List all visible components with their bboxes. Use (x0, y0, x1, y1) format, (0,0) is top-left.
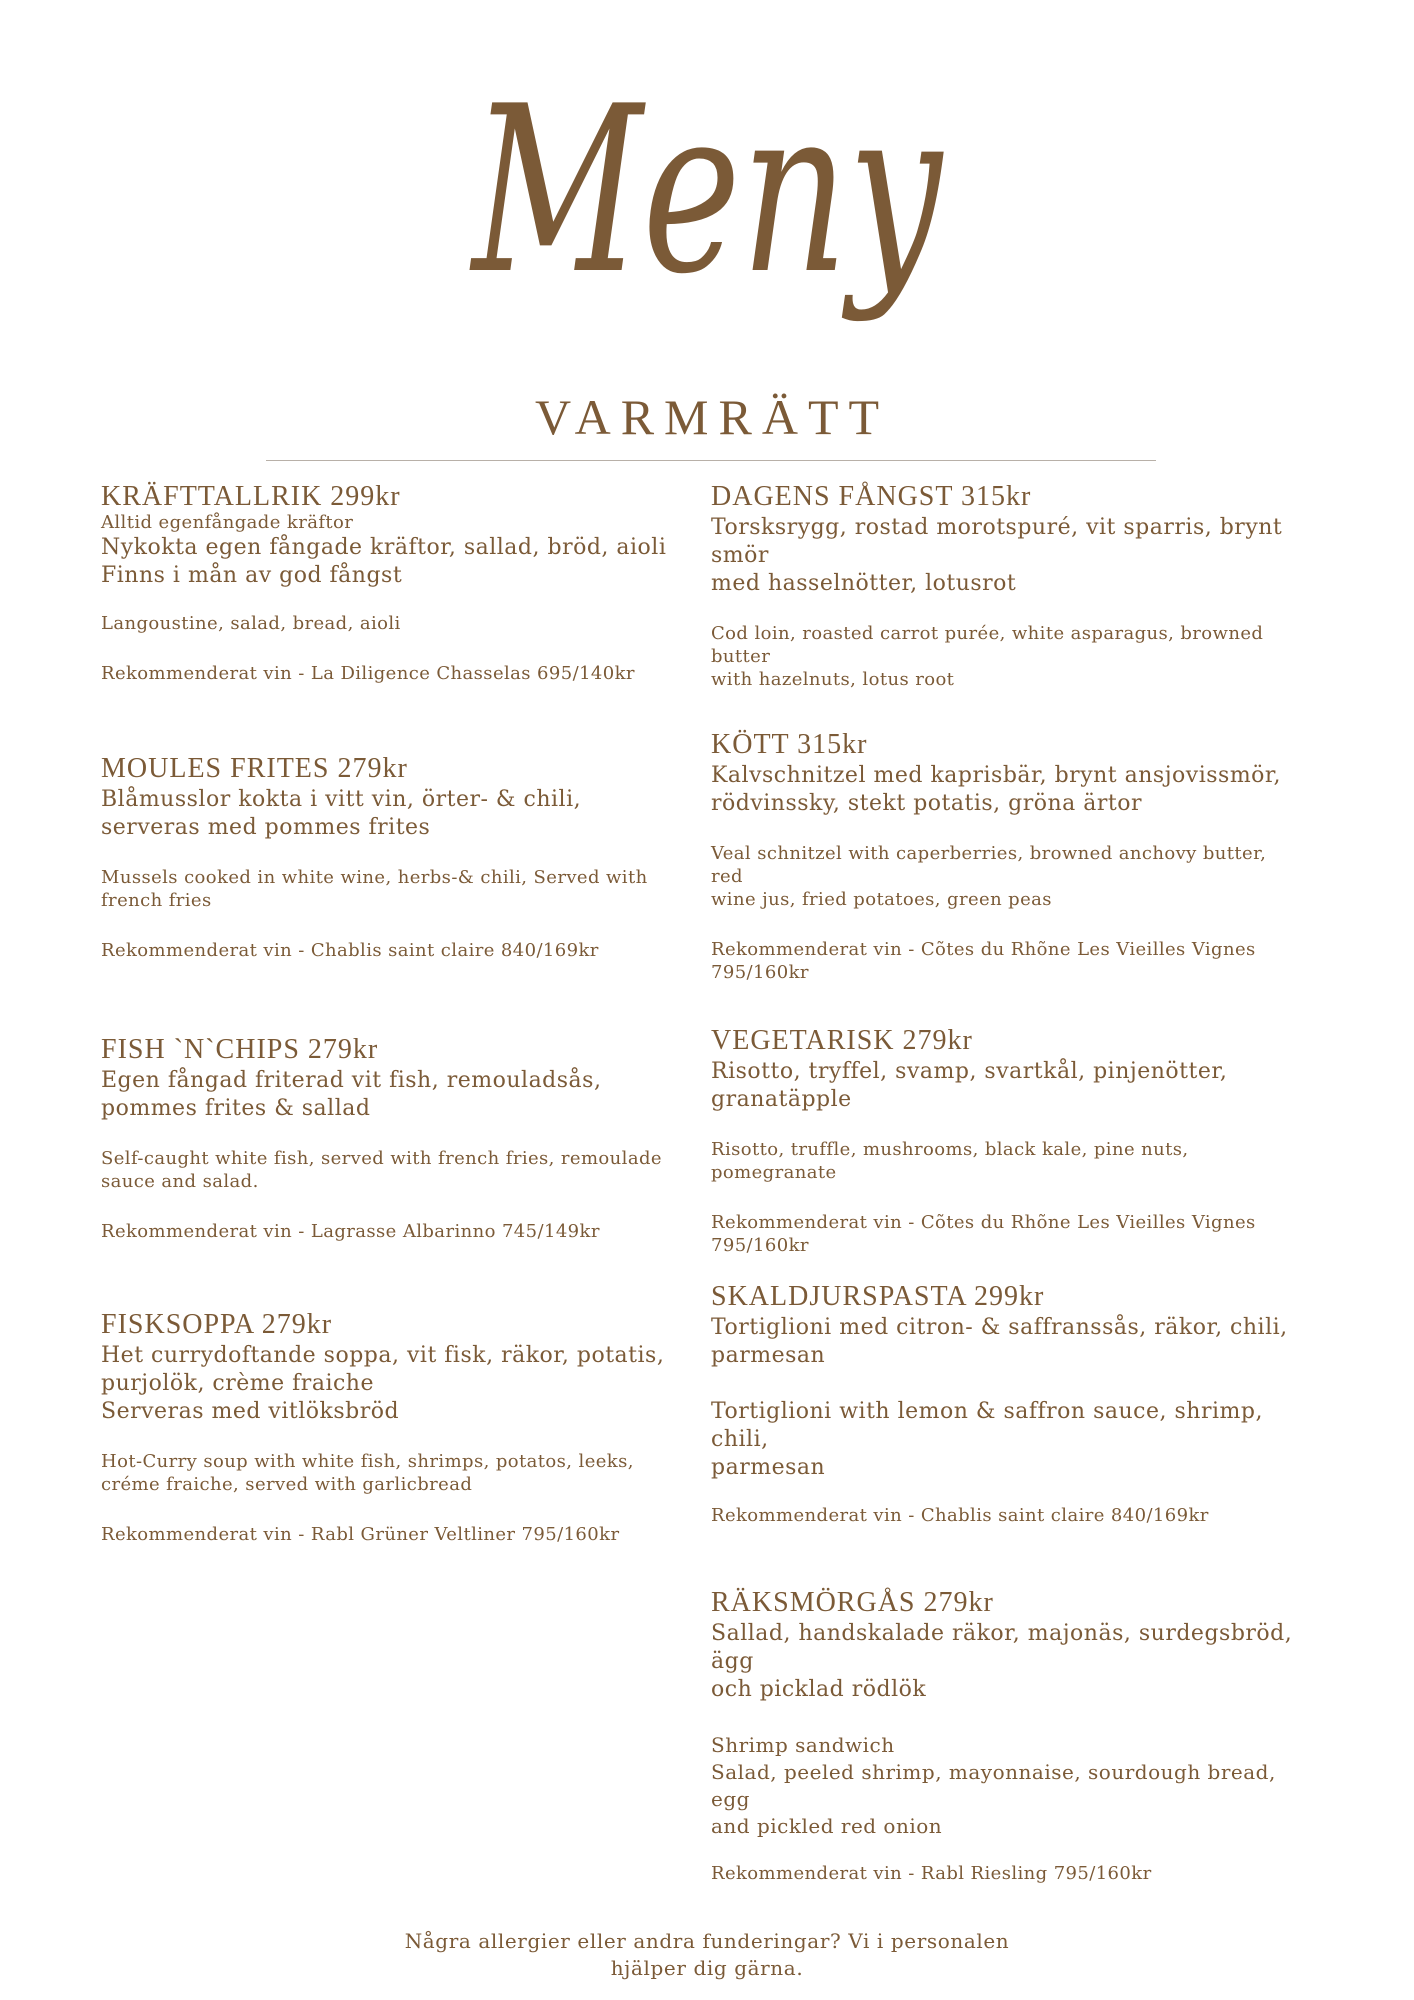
dish-description-sv: pommes frites & sallad (101, 1096, 371, 1121)
dish-description-sv: Kalvschnitzel med kaprisbär, brynt ansjovissmör, (711, 763, 1282, 788)
wine-recommendation: Rekommenderat vin - Rabl Riesling 795/160kr (711, 1863, 1152, 1884)
dish-description-en: Salad, peeled shrimp, mayonnaise, sourdough bread, egg (711, 1760, 1276, 1811)
footer-note (0, 1928, 1414, 1982)
dish-description-sv: Het currydoftande soppa, vit fisk, räkor, potatis, (101, 1343, 665, 1368)
wine-recommendation: Rekommenderat vin - Chablis saint claire 840/169kr (101, 940, 599, 961)
dish-description-en: Mussels cooked in white wine, herbs-& chili, Served with (101, 867, 648, 888)
dish-fisksoppa (101, 1308, 691, 1546)
wine-recommendation: Rekommenderat vin - La Diligence Chasselas 695/140kr (101, 663, 635, 684)
dish-description-en: Shrimp sandwich (711, 1733, 895, 1757)
wine-recommendation: Rekommenderat vin - Cõtes du Rhõne Les Vieilles Vignes (711, 939, 1256, 960)
dish-description-en: sauce and salad. (101, 1171, 259, 1192)
dish-fish-n-chips (101, 1033, 691, 1243)
dish-description-sv: Blåmusslor kokta i vitt vin, örter- & chili, (101, 787, 582, 812)
dish-description-sv: Risotto, tryffel, svamp, svartkål, pinjenötter, (711, 1059, 1228, 1084)
dish-title: FISH `N`CHIPS 279kr (101, 1034, 379, 1065)
wine-recommendation: Rekommenderat vin - Chablis saint claire 840/169kr (711, 1505, 1209, 1526)
dish-subtitle: Alltid egenfångade kräftor (101, 512, 354, 533)
dish-description-en: parmesan (711, 1455, 826, 1480)
dish-description-en: Langoustine, salad, bread, aioli (101, 613, 401, 634)
dish-description-sv: Egen fångad friterad vit fish, remouladsås, (101, 1068, 602, 1093)
dish-description-sv: parmesan (711, 1343, 826, 1368)
dish-description-en: Self-caught white fish, served with french fries, remoulade (101, 1148, 662, 1169)
dish-title: KÖTT 315kr (711, 729, 868, 760)
dish-description-sv: purjolök, crème fraiche (101, 1371, 374, 1396)
dish-moules-frites (101, 752, 691, 962)
dish-description-sv: rödvinssky, stekt potatis, gröna ärtor (711, 791, 1142, 816)
dish-skaldjurspasta (711, 1280, 1301, 1527)
dish-description-sv: Serveras med vitlöksbröd (101, 1399, 400, 1424)
dish-description-sv: och picklad rödlök (711, 1677, 927, 1702)
wine-recommendation: 795/160kr (711, 962, 809, 983)
dish-title: FISKSOPPA 279kr (101, 1309, 333, 1340)
dish-description-en: Veal schnitzel with caperberries, browned anchovy butter, red (711, 843, 1267, 887)
dish-description-sv: serveras med pommes frites (101, 815, 431, 840)
dish-description-sv: Sallad, handskalade räkor, majonäs, surdegsbröd, ägg (711, 1621, 1293, 1674)
dish-description-sv: Tortiglioni med citron- & saffranssås, räkor, chili, (711, 1315, 1288, 1340)
wine-recommendation: 795/160kr (711, 1235, 809, 1256)
dish-title: VEGETARISK 279kr (711, 1025, 973, 1056)
dish-description-en: wine jus, fried potatoes, green peas (711, 889, 1052, 910)
dish-title: DAGENS FÅNGST 315kr (711, 481, 1032, 512)
dish-description-en: Risotto, truffle, mushrooms, black kale, pine nuts, pomegranate (711, 1139, 1189, 1183)
dish-description-en: créme fraiche, served with garlicbread (101, 1474, 473, 1495)
footer-line: Några allergier eller andra funderingar? Vi i personalen (404, 1929, 1010, 1953)
dish-title: RÄKSMÖRGÅS 279kr (711, 1587, 994, 1618)
right-column (711, 0, 1301, 2000)
dish-description-en: french fries (101, 890, 212, 911)
menu-script-title-text: Meny (469, 58, 945, 325)
dish-description-en: with hazelnuts, lotus root (711, 669, 955, 690)
wine-recommendation: Rekommenderat vin - Lagrasse Albarinno 745/149kr (101, 1221, 600, 1242)
dish-description-sv: Finns i mån av god fångst (101, 563, 403, 588)
dish-title: MOULES FRITES 279kr (101, 753, 408, 784)
section-title: VARMRÄTT (534, 389, 890, 445)
wine-recommendation: Rekommenderat vin - Cõtes du Rhõne Les Vieilles Vignes (711, 1212, 1256, 1233)
dish-krafttallrik (101, 480, 691, 685)
dish-description-en: Hot-Curry soup with white fish, shrimps, potatos, leeks, (101, 1451, 634, 1472)
dish-vegetarisk (711, 1024, 1301, 1257)
dish-kott (711, 728, 1301, 984)
dish-description-sv: med hasselnötter, lotusrot (711, 571, 1017, 596)
dish-dagens-fangst (711, 480, 1301, 691)
dish-description-en: Cod loin, roasted carrot purée, white asparagus, browned butter (711, 623, 1264, 667)
left-column (101, 0, 691, 2000)
dish-description-en: and pickled red onion (711, 1814, 943, 1838)
dish-description-sv: Nykokta egen fångade kräftor, sallad, bröd, aioli (101, 535, 667, 560)
dish-title: SKALDJURSPASTA 299kr (711, 1281, 1045, 1312)
dish-description-sv: granatäpple (711, 1087, 852, 1112)
footer-line: hjälper dig gärna. (610, 1956, 804, 1980)
wine-recommendation: Rekommenderat vin - Rabl Grüner Veltliner 795/160kr (101, 1524, 620, 1545)
dish-description-en: Tortiglioni with lemon & saffron sauce, shrimp, chili, (711, 1399, 1263, 1452)
dish-title: KRÄFTTALLRIK 299kr (101, 481, 401, 512)
dish-description-sv: Torsksrygg, rostad morotspuré, vit sparris, brynt smör (711, 515, 1283, 568)
dish-raksmorgas (711, 1586, 1301, 1885)
